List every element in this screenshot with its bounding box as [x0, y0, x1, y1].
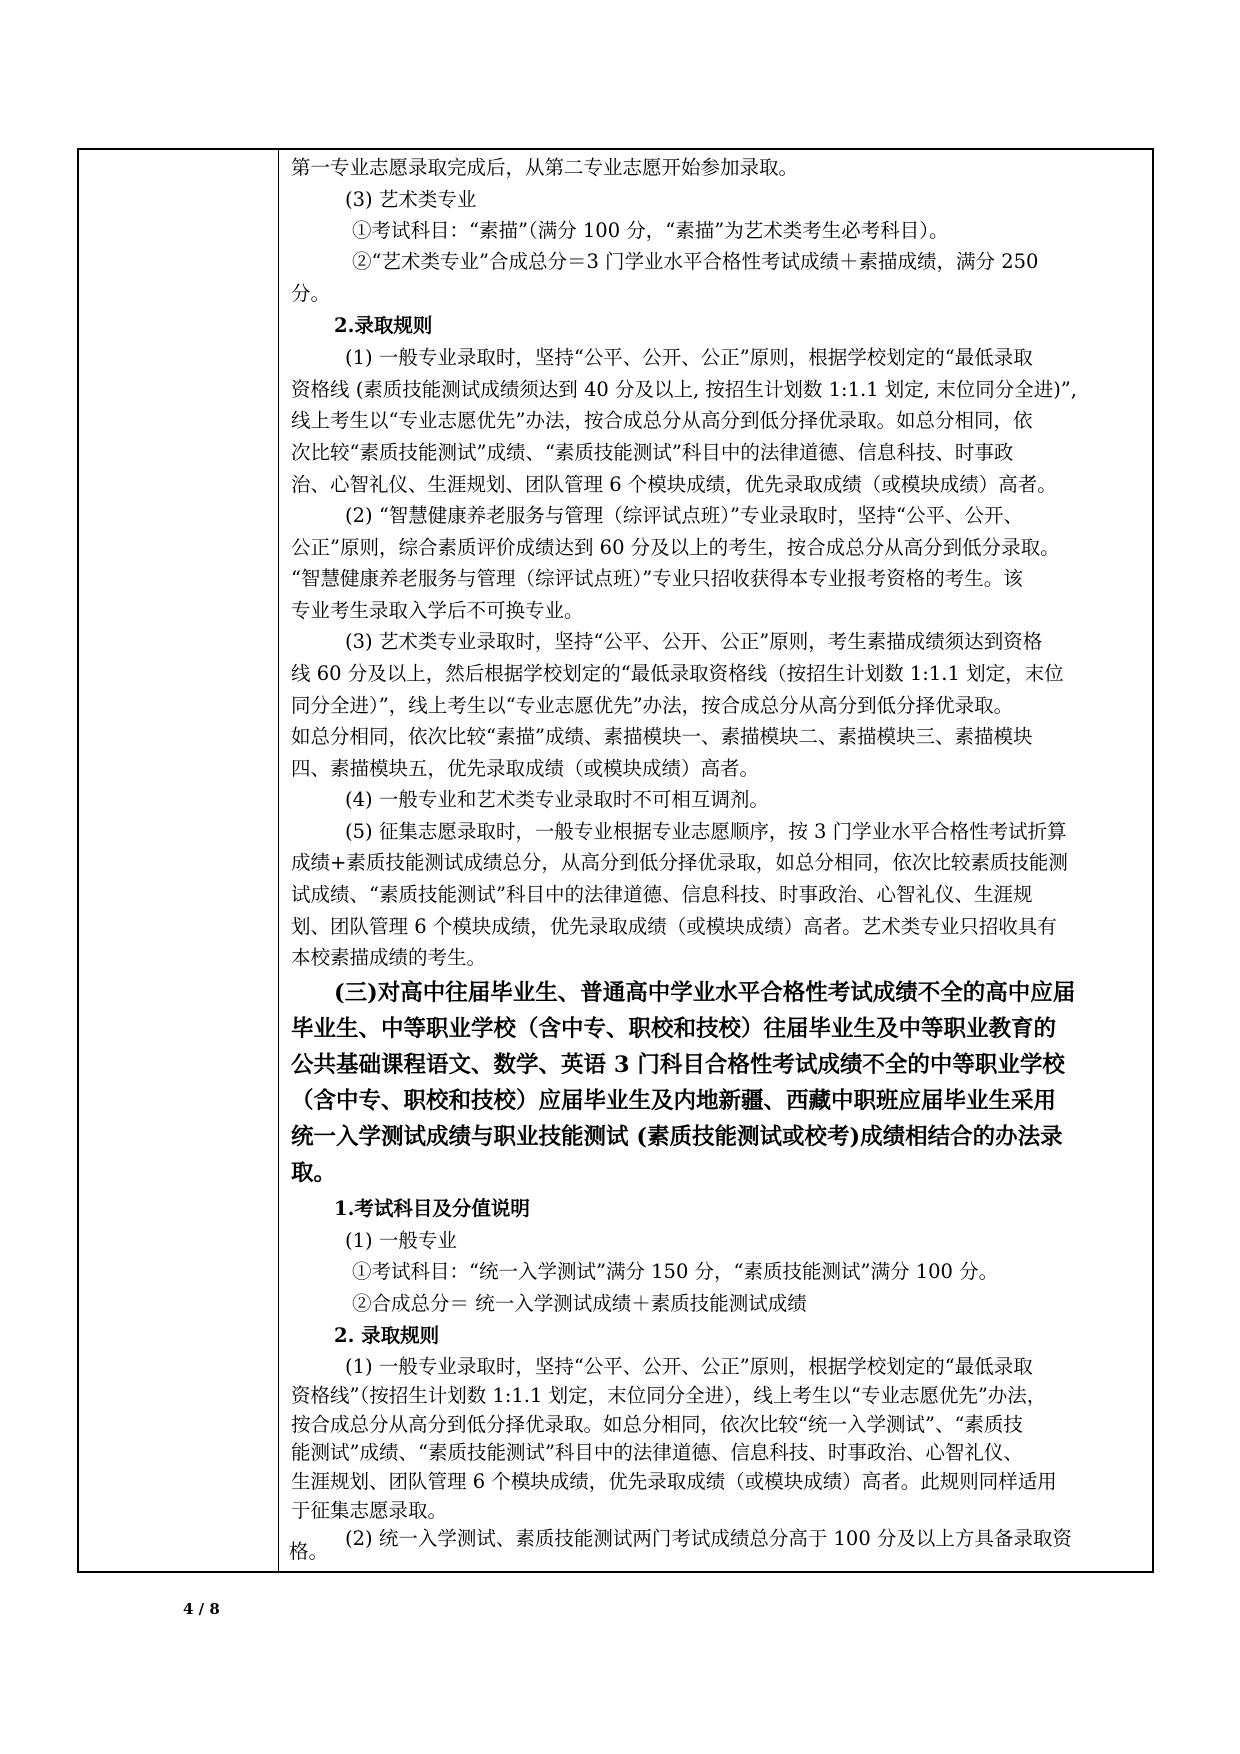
bold-paragraph-line: 公共基础课程语文、数学、英语 3 门科目合格性考试成绩不全的中等职业学校: [291, 1052, 1065, 1078]
text-line: 如总分相同，依次比较“素描”成绩、素描模块一、素描模块二、素描模块三、素描模块: [291, 725, 1033, 748]
text-line: (4) 一般专业和艺术类专业录取时不可相互调剂。: [345, 788, 769, 811]
section-heading: 2. 录取规则: [334, 1324, 440, 1347]
text-line: 按合成总分从高分到低分择优录取。如总分相同，依次比较“统一入学测试”、“素质技: [291, 1413, 1023, 1436]
text-line: 本校素描成绩的考生。: [291, 946, 487, 969]
text-line: (2) 统一入学测试、素质技能测试两门考试成绩总分高于 100 分及以上方具备录取资: [345, 1527, 1072, 1550]
text-line: 试成绩、“素质技能测试”科目中的法律道德、信息科技、时事政治、心智礼仪、生涯规: [291, 883, 1033, 906]
page-number: 4 / 8: [183, 1600, 220, 1618]
text-line: (3) 艺术类专业: [345, 188, 477, 211]
text-line: (1) 一般专业录取时，坚持“公平、公开、公正”原则，根据学校划定的“最低录取: [345, 1355, 1033, 1378]
text-line: 于征集志愿录取。: [291, 1499, 448, 1522]
table-left-column: [79, 150, 279, 1571]
text-line: (1) 一般专业: [345, 1229, 457, 1252]
text-line: 治、心智礼仪、生涯规划、团队管理 6 个模块成绩，优先录取成绩（或模块成绩）高者。: [291, 473, 1057, 496]
text-line: 划、团队管理 6 个模块成绩，优先录取成绩（或模块成绩）高者。艺术类专业只招收具有: [291, 915, 1057, 938]
text-line: 四、素描模块五，优先录取成绩（或模块成绩）高者。: [291, 757, 760, 780]
text-line: 专业考生录取入学后不可换专业。: [291, 599, 584, 622]
bold-paragraph-line: （含中专、职校和技校）应届毕业生及内地新疆、西藏中职班应届毕业生采用: [291, 1088, 1057, 1114]
text-line: 生涯规划、团队管理 6 个模块成绩，优先录取成绩（或模块成绩）高者。此规则同样适用: [291, 1470, 1057, 1493]
text-line: 分。: [291, 282, 331, 305]
text-line: 公正”原则，综合素质评价成绩达到 60 分及以上的考生，按合成总分从高分到低分录取。: [291, 536, 1060, 559]
bold-paragraph-line: (三)对高中往届毕业生、普通高中学业水平合格性考试成绩不全的高中应届: [334, 980, 1076, 1006]
text-line: 能测试”成绩、“素质技能测试”科目中的法律道德、信息科技、时事政治、心智礼仪、: [291, 1441, 1023, 1464]
text-line: (5) 征集志愿录取时，一般专业根据专业志愿顺序，按 3 门学业水平合格性考试折算: [345, 820, 1067, 843]
text-line: ①考试科目：“素描”（满分 100 分，“素描”为艺术类考生必考科目）。: [352, 219, 949, 242]
text-line: 成绩+素质技能测试成绩总分，从高分到低分择优录取，如总分相同，依次比较素质技能测: [291, 851, 1068, 874]
text-line: 资格线”（按招生计划数 1:1.1 划定，末位同分全进），线上考生以“专业志愿优先”办法，: [291, 1384, 1047, 1407]
text-line: (1) 一般专业录取时，坚持“公平、公开、公正”原则，根据学校划定的“最低录取: [345, 346, 1033, 369]
text-line: 资格线 (素质技能测试成绩须达到 40 分及以上, 按招生计划数 1:1.1 划定, 末位同分全进)”,: [291, 378, 1077, 401]
text-line: (2) “智慧健康养老服务与管理（综评试点班）”专业录取时，坚持“公平、公开、: [345, 504, 1023, 527]
text-line: 同分全进）”，线上考生以“专业志愿优先”办法，按合成总分从高分到低分择优录取。: [291, 694, 1014, 717]
text-line: (3) 艺术类专业录取时，坚持“公平、公开、公正”原则，考生素描成绩须达到资格: [345, 630, 1043, 653]
bold-paragraph-line: 统一入学测试成绩与职业技能测试 (素质技能测试或校考)成绩相结合的办法录: [291, 1124, 1063, 1150]
document-table: [77, 148, 1154, 1573]
text-line: ①考试科目：“统一入学测试”满分 150 分，“素质技能测试”满分 100 分。: [352, 1260, 999, 1283]
text-line: 线 60 分及以上，然后根据学校划定的“最低录取资格线（按招生计划数 1:1.1 划定，末位: [291, 662, 1064, 685]
text-line: 线上考生以“专业志愿优先”办法，按合成总分从高分到低分择优录取。如总分相同，依: [291, 409, 1033, 432]
text-line: 次比较“素质技能测试”成绩、“素质技能测试”科目中的法律道德、信息科技、时事政: [291, 441, 1014, 464]
text-line: 格。: [289, 1540, 329, 1563]
section-heading: 2.录取规则: [334, 314, 433, 337]
text-line: ②“艺术类专业”合成总分＝3 门学业水平合格性考试成绩＋素描成绩，满分 250: [352, 250, 1039, 273]
text-line: ②合成总分＝ 统一入学测试成绩＋素质技能测试成绩: [352, 1292, 807, 1315]
bold-paragraph-line: 取。: [291, 1160, 337, 1186]
section-heading: 1.考试科目及分值说明: [334, 1197, 530, 1220]
bold-paragraph-line: 毕业生、中等职业学校（含中专、职校和技校）往届毕业生及中等职业教育的: [291, 1016, 1057, 1042]
text-line: 第一专业志愿录取完成后，从第二专业志愿开始参加录取。: [291, 156, 799, 179]
text-line: “智慧健康养老服务与管理（综评试点班）”专业只招收获得本专业报考资格的考生。该: [291, 567, 1023, 590]
